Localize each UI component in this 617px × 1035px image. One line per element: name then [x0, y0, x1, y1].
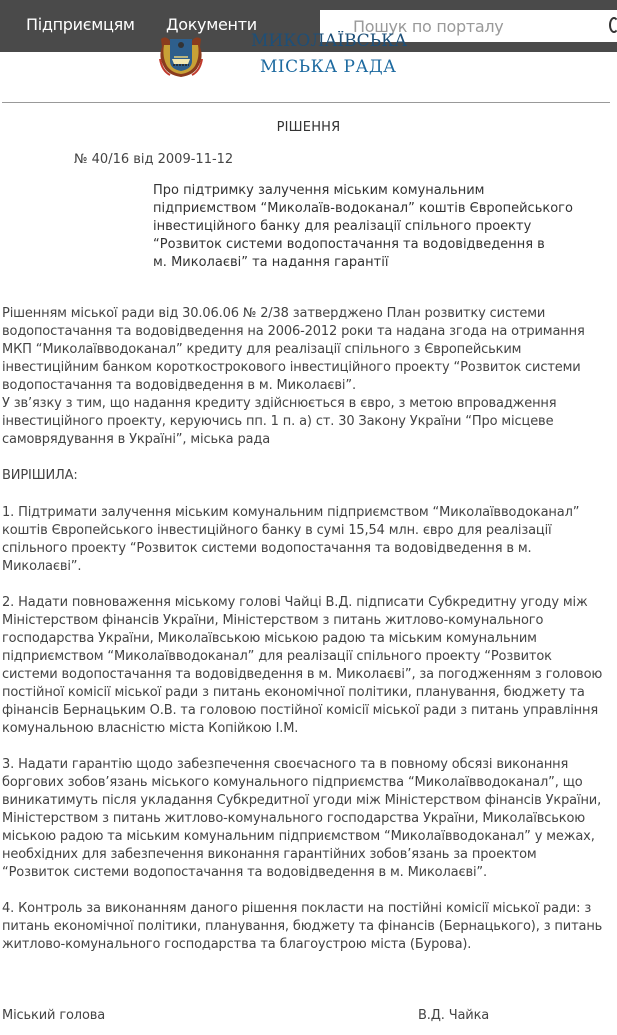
text-line: Міністерством з питань житлово-комунального господарства України, Миколаївською	[2, 811, 586, 826]
text-line: водопостачання та водовідведення в м. Миколаєві”.	[2, 378, 356, 393]
text-line: водопостачання та водовідведення на 2006-2012 роки та надана згода на отримання	[2, 324, 585, 339]
text-line: 3. Надати гарантію щодо забезпечення своєчасного та в повному обсязі виконання	[2, 757, 569, 772]
text-line: У зв’язку з тим, що надання кредиту здійснюється в євро, з метою впровадження	[2, 396, 557, 411]
title-line: інвестиційного банку для реалізації спільного проекту	[153, 219, 532, 234]
document-number-date: № 40/16 від 2009-11-12	[74, 152, 234, 167]
text-line: “Розвиток системи водопостачання та водовідведення в м. Миколаєві”.	[2, 865, 487, 880]
text-line: боргових зобов’язань міського комунального підприємства “Миколаївводоканал”, що	[2, 775, 583, 790]
text-line: фінансів Бернацьким О.В. та головою постійної комісії міської ради з питань управління	[2, 703, 599, 718]
text-line: міською радою та міським комунальним підприємством “Миколаївводоканал” у межах,	[2, 829, 595, 844]
title-line: підприємством “Миколаїв-водоканал” коштів Європейського	[153, 201, 573, 216]
coat-of-arms-logo[interactable]	[158, 33, 204, 78]
title-line: м. Миколаєві” та надання гарантії	[153, 255, 389, 270]
text-line: господарства України, Миколаївською міською радою та міським комунальним	[2, 631, 537, 646]
text-line: інвестиційного проекту, керуючись пп. 1 п. а) ст. 30 Закону України “Про місцеве	[2, 414, 554, 429]
title-line: “Розвиток системи водопостачання та водовідведення в	[153, 237, 545, 252]
text-line: Міністерством фінансів України, Міністерством з питань житлово-комунального	[2, 613, 544, 628]
preamble-paragraph	[2, 305, 614, 449]
text-line: 4. Контроль за виконанням даного рішення покласти на постійні комісії міської ради: з	[2, 901, 592, 916]
signature-name: В.Д. Чайка	[418, 1008, 490, 1023]
header-divider	[2, 102, 610, 103]
text-line: самоврядування в Україні”, міська рада	[2, 432, 271, 447]
document-type-heading: РІШЕННЯ	[276, 120, 341, 135]
resolved-heading: ВИРІШИЛА:	[2, 468, 78, 483]
resolution-item-2	[2, 594, 614, 738]
text-line: необхідних для забезпечення виконання гарантійних зобов’язань за проектом	[2, 847, 537, 862]
text-line: житлово-комунального господарства та благоустрою міста (Бурова).	[2, 937, 472, 952]
search-icon[interactable]	[609, 17, 617, 33]
text-line: виникатимуть після укладання Субкредитної угоди між Міністерством фінансів України,	[2, 793, 602, 808]
text-line: Миколаєві”.	[2, 559, 82, 574]
text-line: постійної комісії міської ради з питань економічної політики, планування, бюджету та	[2, 685, 585, 700]
nav-link-documents[interactable]: Документи	[166, 15, 257, 34]
title-line: Про підтримку залучення міським комунальним	[153, 183, 485, 198]
text-line: підприємством “Миколаївводоканал” для реалізації спільного проекту “Розвиток	[2, 649, 552, 664]
resolution-item-1	[2, 504, 614, 576]
nav-link-entrepreneurs[interactable]: Підприємцям	[26, 15, 135, 34]
text-line: системи водопостачання та водовідведення в м. Миколаєві”, за погодженням з головою	[2, 667, 603, 682]
resolution-item-3	[2, 756, 614, 882]
text-line: Рішенням міської ради від 30.06.06 № 2/38 затверджено План розвитку системи	[2, 306, 546, 321]
signature-position: Міський голова	[2, 1008, 106, 1023]
resolution-item-4	[2, 900, 614, 954]
text-line: інвестиційним банком короткострокового інвестиційного проекту “Розвиток системи	[2, 360, 581, 375]
text-line: МКП “Миколаївводоканал” кредиту для реалізації спільного з Європейським	[2, 342, 522, 357]
text-line: коштів Європейського інвестиційного банку в сумі 15,54 млн. євро для реалізації	[2, 523, 552, 538]
document-title	[153, 182, 613, 272]
logo-text-line1[interactable]: МИКОЛАЇВСЬКА	[251, 31, 408, 51]
logo-text-line2[interactable]: МІСЬКА РАДА	[260, 57, 397, 77]
text-line: спільного проекту “Розвиток системи водопостачання та водовідведення в м.	[2, 541, 532, 556]
text-line: комунальною власністю міста Копійкою І.М.	[2, 721, 299, 736]
text-line: 1. Підтримати залучення міським комунальним підприємством “Миколаївводоканал”	[2, 505, 580, 520]
text-line: питань економічної політики, планування, бюджету та фінансів (Бернацького), з питань	[2, 919, 603, 934]
text-line: 2. Надати повноваження міському голові Чайці В.Д. підписати Субкредитну угоду між	[2, 595, 588, 610]
coat-of-arms-icon	[158, 33, 204, 78]
